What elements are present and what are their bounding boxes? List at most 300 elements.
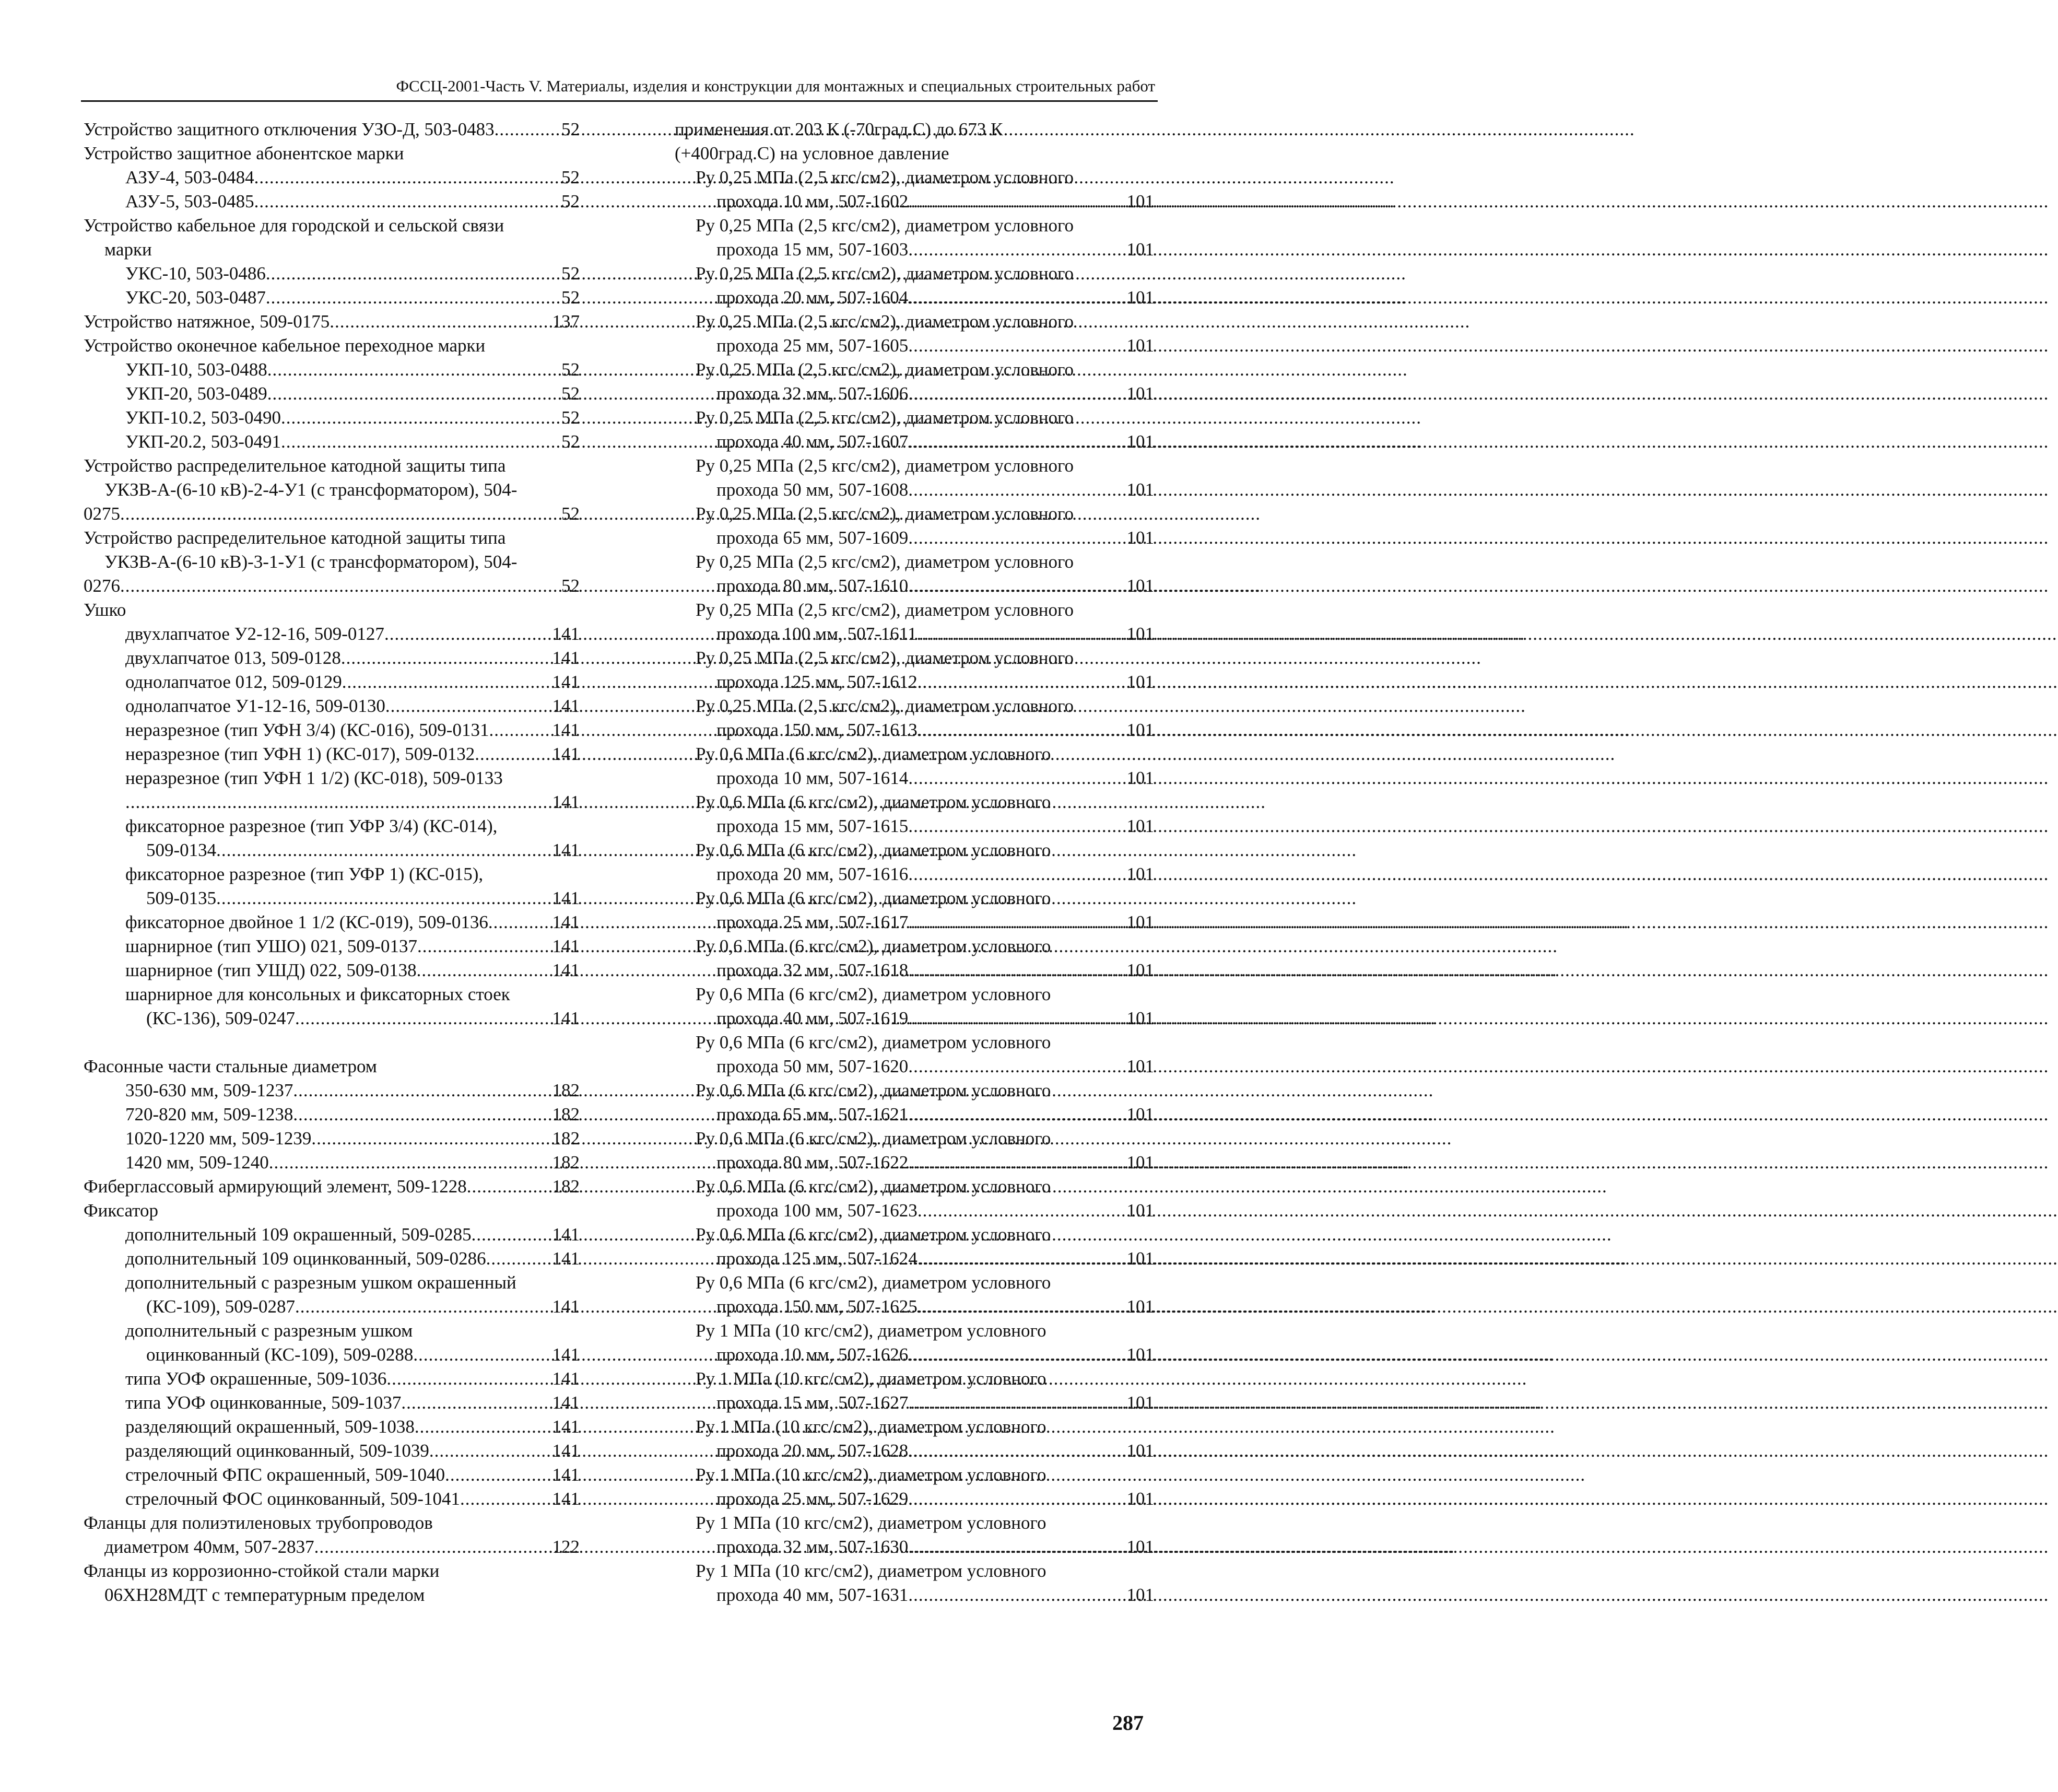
index-entry-text: прохода 25 мм, 507-1605	[716, 335, 909, 356]
index-entry	[84, 478, 580, 502]
index-entry	[84, 910, 580, 934]
index-entry	[675, 910, 1154, 934]
index-entry-text: Ру 0,25 МПа (2,5 кгс/см2), диаметром условного	[696, 311, 1074, 332]
dot-leader	[417, 934, 551, 958]
index-entry-text: Фланцы из коррозионно-стойкой стали марки	[84, 1561, 440, 1581]
dot-leader	[908, 1487, 1125, 1511]
index-entry-text: Ру 1 МПа (10 кгс/см2), диаметром условного	[696, 1416, 1046, 1437]
index-entry-text: Устройство натяжное, 509-0175	[84, 311, 330, 332]
index-entry	[675, 574, 1154, 598]
index-entry	[675, 862, 1154, 886]
dot-leader	[401, 1391, 551, 1415]
index-entry	[675, 478, 1154, 502]
index-entry-text: 1020-1220 мм, 509-1239	[125, 1128, 312, 1149]
index-entry	[675, 1463, 1154, 1487]
index-entry-page: 141	[552, 1248, 580, 1269]
index-entry-text: прохода 15 мм, 507-1627	[716, 1392, 909, 1413]
index-entry	[84, 430, 580, 454]
index-entry-text: (+400град.С) на условное давление	[675, 143, 949, 163]
dot-leader	[918, 1247, 1126, 1271]
dot-leader	[489, 718, 551, 742]
index-entry	[675, 838, 1154, 862]
index-entry-text: АЗУ-4, 503-0484	[125, 167, 254, 188]
index-entry-page: 141	[552, 960, 580, 980]
index-entry-text: Ру 0,25 МПа (2,5 кгс/см2), диаметром условного	[696, 215, 1074, 236]
index-column-right	[675, 118, 1154, 1607]
index-entry-text: прохода 80 мм, 507-1610	[716, 576, 909, 596]
index-entry-page: 52	[561, 383, 580, 404]
dot-leader	[269, 1151, 551, 1175]
index-entry	[675, 406, 1154, 430]
index-entry-text: прохода 125 мм, 507-1624	[716, 1248, 918, 1269]
index-entry	[84, 142, 580, 166]
dot-leader	[908, 190, 1125, 214]
index-entry	[84, 1439, 580, 1463]
index-entry-page: 141	[552, 1224, 580, 1245]
dot-leader	[460, 1487, 551, 1511]
index-entry-text: двухлапчатое 013, 509-0128	[125, 648, 341, 668]
index-entry	[84, 310, 580, 334]
index-entry-text: Фланцы для полиэтиленовых трубопроводов	[84, 1513, 433, 1533]
index-entry	[675, 598, 1154, 622]
index-entry-text: (КС-109), 509-0287	[146, 1296, 295, 1317]
dot-leader	[341, 646, 551, 670]
index-entry	[675, 646, 1154, 670]
index-entry-page: 141	[552, 648, 580, 668]
index-entry-page: 182	[552, 1080, 580, 1100]
index-entry-text: шарнирное для консольных и фиксаторных стоек	[125, 984, 510, 1004]
index-entry-page: 141	[552, 696, 580, 716]
index-entry-text: Фиксатор	[84, 1200, 158, 1221]
index-entry	[84, 742, 580, 766]
index-entry	[675, 766, 1154, 790]
dot-leader	[216, 838, 551, 862]
index-entry	[675, 622, 1154, 646]
dot-leader	[445, 1463, 551, 1487]
index-entry-page: 52	[561, 167, 580, 188]
index-entry-page: 101	[1126, 479, 1154, 500]
index-entry	[675, 1006, 1154, 1030]
index-entry	[84, 1055, 580, 1079]
index-entry-page: 101	[1126, 1537, 1154, 1557]
index-entry	[675, 1391, 1154, 1415]
index-entry-text: стрелочный ФОС оцинкованный, 509-1041	[125, 1489, 460, 1509]
dot-leader	[908, 382, 1125, 406]
index-entry	[84, 334, 580, 358]
index-entry-page: 101	[1126, 1296, 1154, 1317]
index-entry-text: Ру 0,6 МПа (6 кгс/см2), диаметром условного	[696, 1080, 1051, 1100]
dot-leader	[281, 406, 560, 430]
index-entry-page: 101	[1126, 1440, 1154, 1461]
index-entry	[675, 1271, 1154, 1295]
index-column-left	[84, 118, 580, 1607]
index-entry	[84, 1127, 580, 1151]
index-entry-text: прохода 150 мм, 507-1613	[716, 720, 918, 740]
dot-leader	[495, 118, 560, 142]
index-entry	[675, 190, 1154, 214]
index-entry-text: Ру 0,6 МПа (6 кгс/см2), диаметром условного	[696, 1224, 1051, 1245]
index-entry	[675, 742, 1154, 766]
index-entry	[84, 718, 580, 742]
index-entry	[675, 1319, 1154, 1343]
dot-leader	[120, 574, 560, 598]
index-entry	[84, 958, 580, 982]
index-entry	[84, 1367, 580, 1391]
index-entry-text: Ру 1 МПа (10 кгс/см2), диаметром условного	[696, 1513, 1046, 1533]
index-entry-page: 141	[552, 672, 580, 692]
index-entry-text: прохода 80 мм, 507-1622	[716, 1152, 909, 1173]
index-entry	[675, 430, 1154, 454]
index-entry-text: Ру 0,6 МПа (6 кгс/см2), диаметром условного	[696, 1128, 1051, 1149]
dot-leader	[908, 1535, 1125, 1559]
index-entry	[84, 1199, 580, 1223]
index-entry	[84, 382, 580, 406]
dot-leader	[295, 1006, 551, 1030]
index-entry-text: типа УОФ оцинкованные, 509-1037	[125, 1392, 402, 1413]
index-entry	[84, 214, 580, 238]
dot-leader	[908, 910, 1125, 934]
dot-leader	[908, 286, 1125, 310]
index-entry-text: прохода 65 мм, 507-1621	[716, 1104, 909, 1125]
index-entry-page: 101	[1126, 287, 1154, 308]
index-entry-page: 141	[552, 1008, 580, 1028]
index-entry	[84, 166, 580, 190]
index-entry-text: прохода 50 мм, 507-1620	[716, 1056, 909, 1076]
index-entry-text: Ру 0,6 МПа (6 кгс/см2), диаметром условного	[696, 792, 1051, 812]
index-entry-text: Ру 1 МПа (10 кгс/см2), диаметром условного	[696, 1465, 1046, 1485]
index-entry	[675, 526, 1154, 550]
index-entry	[84, 574, 580, 598]
index-entry-text: 350-630 мм, 509-1237	[125, 1080, 293, 1100]
index-entry	[675, 1223, 1154, 1247]
index-entry-page: 101	[1126, 1585, 1154, 1605]
index-entry	[84, 790, 580, 814]
index-entry-text: прохода 20 мм, 507-1604	[716, 287, 909, 308]
index-entry-text: Ру 0,6 МПа (6 кгс/см2), диаметром условного	[696, 1272, 1051, 1293]
index-entry-page: 101	[1126, 1248, 1154, 1269]
dot-leader	[908, 1151, 1125, 1175]
header-rule	[81, 100, 1158, 102]
dot-leader	[917, 622, 1126, 646]
index-entry-text: однолапчатое 012, 509-0129	[125, 672, 342, 692]
index-entry-text: прохода 32 мм, 507-1606	[716, 383, 909, 404]
index-entry-page: 101	[1126, 624, 1154, 644]
index-entry	[84, 1247, 580, 1271]
dot-leader	[908, 1103, 1125, 1127]
dot-leader	[918, 718, 1126, 742]
index-entry-text: применения от 203 К (-70град.С) до 673 К	[675, 119, 1003, 139]
index-entry	[675, 310, 1154, 334]
index-entry	[84, 1559, 580, 1583]
dot-leader	[267, 358, 560, 382]
index-entry	[675, 670, 1154, 694]
dot-leader	[918, 670, 1126, 694]
index-entry	[675, 550, 1154, 574]
index-entry	[675, 262, 1154, 286]
index-entry-text: УКС-20, 503-0487	[125, 287, 266, 308]
index-entry-text: Ру 0,25 МПа (2,5 кгс/см2), диаметром условного	[696, 600, 1074, 620]
index-entry	[84, 646, 580, 670]
index-entry	[84, 814, 580, 838]
index-entry	[675, 286, 1154, 310]
index-entry-page: 182	[552, 1128, 580, 1149]
index-entry-text: неразрезное (тип УФН 1 1/2) (КС-018), 509-0133	[125, 768, 503, 788]
index-entry	[675, 694, 1154, 718]
index-entry-page: 52	[561, 287, 580, 308]
index-entry-page: 182	[552, 1104, 580, 1125]
index-entry	[84, 1487, 580, 1511]
index-entry-page: 101	[1126, 383, 1154, 404]
index-entry-text: прохода 150 мм, 507-1625	[716, 1296, 918, 1317]
index-entry-text: прохода 10 мм, 507-1626	[716, 1344, 909, 1365]
index-entry-text: Фасонные части стальные диаметром	[84, 1056, 377, 1076]
index-entry-text: диаметром 40мм, 507-2837	[104, 1537, 314, 1557]
index-entry-text: шарнирное (тип УШО) 021, 509-0137	[125, 936, 417, 956]
index-entry	[675, 1415, 1154, 1439]
index-entry-page: 101	[1126, 1152, 1154, 1173]
index-entry-page: 141	[552, 912, 580, 932]
dot-leader	[266, 262, 560, 286]
index-entry	[84, 1079, 580, 1103]
dot-leader	[908, 478, 1125, 502]
index-entry-text: прохода 32 мм, 507-1618	[716, 960, 909, 980]
index-entry	[675, 1487, 1154, 1511]
index-entry-text: прохода 65 мм, 507-1609	[716, 528, 909, 548]
index-entry-page: 182	[552, 1176, 580, 1197]
index-entry-page: 101	[1126, 1056, 1154, 1076]
index-entry-text: фиксаторное разрезное (тип УФР 3/4) (КС-014),	[125, 816, 498, 836]
index-entry	[84, 406, 580, 430]
index-entry-text: неразрезное (тип УФН 1) (КС-017), 509-0132	[125, 744, 475, 764]
index-entry-text: стрелочный ФПС окрашенный, 509-1040	[125, 1465, 445, 1485]
index-entry	[84, 454, 580, 478]
index-entry	[84, 1271, 580, 1295]
index-entry	[84, 766, 580, 790]
index-entry	[675, 934, 1154, 958]
dot-leader	[908, 334, 1125, 358]
index-entry	[675, 1127, 1154, 1151]
dot-leader	[467, 1175, 551, 1199]
index-entry	[84, 838, 580, 862]
index-entry	[84, 1415, 580, 1439]
dot-leader	[385, 694, 551, 718]
index-entry-text: УКП-20, 503-0489	[125, 383, 267, 404]
index-entry-text: прохода 20 мм, 507-1628	[716, 1440, 909, 1461]
index-entry-text: прохода 25 мм, 507-1629	[716, 1489, 909, 1509]
dot-leader	[908, 1439, 1125, 1463]
index-entry-text: Устройство кабельное для городской и сельской связи	[84, 215, 504, 236]
index-entry	[675, 1367, 1154, 1391]
dot-leader	[908, 574, 1125, 598]
index-entry-text: оцинкованный (КС-109), 509-0288	[146, 1344, 414, 1365]
index-entry	[84, 1006, 580, 1030]
index-entry	[84, 934, 580, 958]
index-entry	[84, 1463, 580, 1487]
index-entry-page: 101	[1126, 720, 1154, 740]
index-entry-text: Ру 0,25 МПа (2,5 кгс/см2), диаметром условного	[696, 455, 1074, 476]
index-entry	[84, 1223, 580, 1247]
blank-line	[84, 1030, 580, 1055]
index-entry-page: 141	[552, 792, 580, 812]
dot-leader	[254, 190, 560, 214]
index-entry	[675, 814, 1154, 838]
index-entry-text: Ру 0,6 МПа (6 кгс/см2), диаметром условного	[696, 1176, 1051, 1197]
index-entry	[675, 238, 1154, 262]
index-entry-page: 182	[552, 1152, 580, 1173]
index-entry-text: прохода 10 мм, 507-1614	[716, 768, 909, 788]
index-entry	[675, 382, 1154, 406]
index-entry	[675, 454, 1154, 478]
index-entry-text: 06ХН28МДТ с температурным пределом	[104, 1585, 425, 1605]
index-entry-text: Ру 0,6 МПа (6 кгс/см2), диаметром условного	[696, 984, 1051, 1004]
index-entry-text: разделяющий окрашенный, 509-1038	[125, 1416, 415, 1437]
index-entry	[675, 1511, 1154, 1535]
index-entry	[675, 1343, 1154, 1367]
dot-leader	[293, 1079, 551, 1103]
dot-leader	[216, 886, 551, 910]
index-entry	[84, 982, 580, 1006]
index-entry	[675, 982, 1154, 1006]
index-entry-text: прохода 100 мм, 507-1623	[716, 1200, 918, 1221]
dot-leader	[908, 1343, 1125, 1367]
index-entry-text: АЗУ-5, 503-0485	[125, 191, 254, 212]
index-entry-text: Устройство оконечное кабельное переходное марки	[84, 335, 486, 356]
index-entry	[675, 1175, 1154, 1199]
index-entry-text: дополнительный с разрезным ушком окрашенный	[125, 1272, 516, 1293]
index-entry-text: Устройство распределительное катодной защиты типа	[84, 528, 506, 548]
index-entry-page: 122	[552, 1537, 580, 1557]
index-entry-text: Ру 0,25 МПа (2,5 кгс/см2), диаметром условного	[696, 407, 1074, 428]
index-entry-page: 141	[552, 1344, 580, 1365]
index-entry-text: Ру 0,25 МПа (2,5 кгс/см2), диаметром условного	[696, 263, 1074, 284]
index-entry	[84, 286, 580, 310]
index-entry	[84, 1295, 580, 1319]
index-entry-page: 52	[561, 359, 580, 380]
index-entry	[84, 358, 580, 382]
index-entry-page: 141	[552, 1368, 580, 1389]
dot-leader	[293, 1103, 551, 1127]
dot-leader	[908, 814, 1125, 838]
dot-leader	[908, 958, 1125, 982]
index-entry-page: 101	[1126, 1200, 1154, 1221]
index-entry-text: однолапчатое У1-12-16, 509-0130	[125, 696, 385, 716]
index-entry-page: 52	[561, 576, 580, 596]
index-entry-text: Ру 1 МПа (10 кгс/см2), диаметром условного	[696, 1320, 1046, 1341]
index-entry-text: прохода 100 мм, 507-1611	[716, 624, 917, 644]
dot-leader	[908, 862, 1125, 886]
index-entry-text: 1420 мм, 509-1240	[125, 1152, 269, 1173]
dot-leader	[314, 1535, 551, 1559]
dot-leader	[384, 622, 551, 646]
index-entry-page: 52	[561, 191, 580, 212]
index-entry-text: Ру 0,25 МПа (2,5 кгс/см2), диаметром условного	[696, 648, 1074, 668]
index-entry-page: 101	[1126, 1104, 1154, 1125]
index-entry	[84, 670, 580, 694]
index-entry-text: Устройство защитное абонентское марки	[84, 143, 404, 163]
dot-leader	[254, 166, 560, 190]
index-entry	[675, 1535, 1154, 1559]
index-entry	[84, 1319, 580, 1343]
index-entry-page: 101	[1126, 816, 1154, 836]
index-entry-page: 141	[552, 840, 580, 860]
index-entry	[84, 502, 580, 526]
index-entry-page: 141	[552, 1489, 580, 1509]
index-entry	[84, 190, 580, 214]
index-entry	[675, 1079, 1154, 1103]
index-entry	[675, 334, 1154, 358]
index-entry-text: 720-820 мм, 509-1238	[125, 1104, 293, 1125]
index-entry-text: неразрезное (тип УФН 3/4) (КС-016), 509-0131	[125, 720, 489, 740]
dot-leader	[908, 1006, 1125, 1030]
index-entry	[84, 1535, 580, 1559]
index-entry-text: прохода 40 мм, 507-1619	[716, 1008, 909, 1028]
index-entry-page: 101	[1126, 768, 1154, 788]
index-entry-text: прохода 32 мм, 507-1630	[716, 1537, 909, 1557]
dot-leader	[267, 382, 560, 406]
index-entry	[84, 262, 580, 286]
index-entry-page: 101	[1126, 1392, 1154, 1413]
index-entry-text: УКП-10.2, 503-0490	[125, 407, 281, 428]
index-entry-page: 101	[1126, 960, 1154, 980]
index-entry	[675, 142, 1154, 166]
index-entry	[675, 1559, 1154, 1583]
index-entry-page: 141	[552, 1440, 580, 1461]
index-entry-page: 101	[1126, 335, 1154, 356]
index-entry-page: 52	[561, 407, 580, 428]
index-entry	[84, 1151, 580, 1175]
index-entry	[84, 622, 580, 646]
index-entry-page: 101	[1126, 672, 1154, 692]
index-entry	[675, 1103, 1154, 1127]
index-entry	[84, 1391, 580, 1415]
dot-leader	[120, 502, 560, 526]
index-entry-text: Ру 0,6 МПа (6 кгс/см2), диаметром условного	[696, 840, 1051, 860]
dot-leader	[908, 1055, 1125, 1079]
index-entry-text: (КС-136), 509-0247	[146, 1008, 295, 1028]
dot-leader	[908, 238, 1125, 262]
index-entry-text: Ру 0,25 МПа (2,5 кгс/см2), диаметром условного	[696, 503, 1074, 524]
index-entry-page: 141	[552, 624, 580, 644]
dot-leader	[311, 1127, 551, 1151]
index-entry	[675, 1055, 1154, 1079]
index-entry-page: 137	[552, 311, 580, 332]
index-entry-text: 0275	[84, 503, 120, 524]
index-entry-text: Ру 0,6 МПа (6 кгс/см2), диаметром условного	[696, 888, 1051, 908]
index-entry-text: дополнительный 109 оцинкованный, 509-0286	[125, 1248, 486, 1269]
index-entry-text: УКЗВ-А-(6-10 кВ)-2-4-У1 (с трансформатором), 504-	[104, 479, 518, 500]
index-entry-page: 141	[552, 744, 580, 764]
index-entry-page: 101	[1126, 431, 1154, 452]
index-entry	[675, 1030, 1154, 1055]
index-entry	[675, 166, 1154, 190]
index-entry-page: 141	[552, 1296, 580, 1317]
index-entry-text: Ру 0,25 МПа (2,5 кгс/см2), диаметром условного	[696, 696, 1074, 716]
dot-leader	[488, 910, 551, 934]
index-entry-text: 0276	[84, 576, 120, 596]
dot-leader	[472, 1223, 551, 1247]
index-entry	[84, 862, 580, 886]
index-entry	[675, 1247, 1154, 1271]
index-entry-text: разделяющий оцинкованный, 509-1039	[125, 1440, 429, 1461]
dot-leader	[486, 1247, 551, 1271]
dot-leader	[918, 1295, 1126, 1319]
index-entry-page: 52	[561, 263, 580, 284]
index-entry-text: прохода 15 мм, 507-1603	[716, 239, 909, 260]
index-entry	[84, 694, 580, 718]
index-entry-page: 141	[552, 1392, 580, 1413]
index-entry	[84, 526, 580, 550]
index-entry-page: 101	[1126, 576, 1154, 596]
